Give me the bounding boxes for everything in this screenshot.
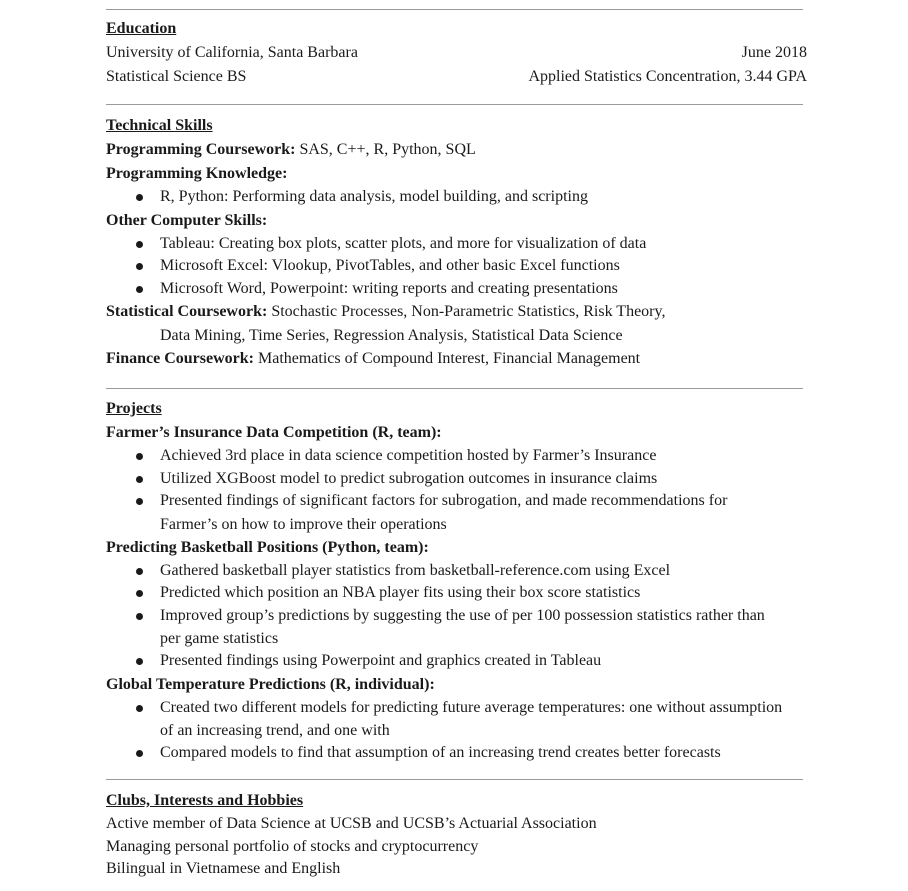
section-heading: Technical Skills	[106, 117, 213, 134]
list-item-text: Presented findings of significant factors for subrogation, and made recommendations for	[160, 492, 728, 509]
skill-line	[106, 138, 807, 162]
list-item	[106, 742, 807, 765]
list-item-text: Presented findings using Powerpoint and graphics created in Tableau	[160, 652, 602, 669]
bullet-list	[106, 186, 807, 209]
bullet-list	[106, 233, 807, 301]
bullet-icon	[136, 498, 143, 505]
bullet-list	[106, 742, 807, 765]
bullet-list	[106, 650, 807, 673]
list-item	[106, 278, 807, 301]
list-item	[106, 255, 807, 278]
list-item	[106, 560, 807, 583]
skill-label: Programming Knowledge:	[106, 165, 288, 182]
bullet-icon	[136, 658, 143, 665]
club-line: Active member of Data Science at UCSB and UCSB’s Actuarial Association	[106, 815, 597, 832]
list-item-text: Microsoft Word, Powerpoint: writing reports and creating presentations	[160, 279, 618, 297]
section-heading: Clubs, Interests and Hobbies	[106, 792, 304, 809]
education-row	[106, 41, 807, 65]
bullet-icon	[136, 705, 143, 712]
list-item-text: Compared models to find that assumption of an increasing trend creates better forecasts	[160, 744, 721, 761]
bullet-list	[106, 697, 807, 720]
list-item-text: Tableau: Creating box plots, scatter plots, and more for visualization of data	[160, 234, 647, 252]
skill-label: Other Computer Skills:	[106, 211, 268, 229]
divider	[106, 388, 803, 389]
bullet-icon	[136, 241, 143, 248]
list-item	[106, 605, 807, 628]
list-item	[106, 186, 807, 209]
list-item-text: Predicted which position an NBA player fits using their box score statistics	[160, 584, 641, 601]
list-item-text: R, Python: Performing data analysis, model building, and scripting	[160, 188, 588, 205]
skill-label: Statistical Coursework:	[106, 303, 268, 320]
divider	[106, 104, 803, 105]
list-item-text: Improved group’s predictions by suggesting the use of per 100 possession statistics rather than	[160, 606, 765, 624]
list-item	[106, 445, 807, 468]
section-heading: Education	[106, 20, 177, 37]
skill-line	[106, 300, 807, 324]
skill-value: Mathematics of Compound Interest, Financial Management	[253, 350, 641, 367]
list-item	[106, 697, 807, 720]
skill-continuation: Data Mining, Time Series, Regression Analysis, Statistical Data Science	[160, 327, 623, 344]
section-heading: Projects	[106, 400, 162, 417]
clubs-section	[106, 789, 807, 881]
project-title: Global Temperature Predictions (R, individual):	[106, 675, 435, 693]
education-section	[106, 17, 807, 89]
bullet-continuation: Farmer’s on how to improve their operations	[160, 515, 447, 533]
list-item-text: Microsoft Excel: Vlookup, PivotTables, and other basic Excel functions	[160, 257, 620, 274]
skill-line	[106, 347, 807, 371]
list-item-text: Achieved 3rd place in data science competition hosted by Farmer’s Insurance	[160, 447, 657, 464]
bullet-continuation: per game statistics	[160, 630, 279, 647]
skill-value: Stochastic Processes, Non-Parametric Statistics, Risk Theory,	[267, 303, 666, 320]
bullet-list	[106, 445, 807, 513]
project-title: Farmer’s Insurance Data Competition (R, team):	[106, 424, 442, 441]
skill-label: Finance Coursework:	[106, 350, 254, 367]
education-row	[106, 65, 807, 89]
bullet-icon	[136, 453, 143, 460]
divider	[106, 779, 803, 780]
list-item	[106, 650, 807, 673]
bullet-icon	[136, 194, 143, 201]
technical-skills-section	[106, 114, 807, 371]
skill-label: Programming Coursework:	[106, 141, 296, 158]
club-line: Bilingual in Vietnamese and English	[106, 860, 341, 877]
projects-section	[106, 397, 807, 765]
concentration-gpa: Applied Statistics Concentration, 3.44 GPA	[528, 68, 807, 85]
school-name: University of California, Santa Barbara	[106, 44, 358, 61]
list-item	[106, 490, 807, 513]
project-title: Predicting Basketball Positions (Python, team):	[106, 538, 429, 556]
bullet-icon	[136, 263, 143, 270]
bullet-continuation: of an increasing trend, and one with	[160, 722, 390, 739]
list-item	[106, 582, 807, 605]
list-item-text: Gathered basketball player statistics from basketball-reference.com using Excel	[160, 561, 671, 579]
list-item	[106, 233, 807, 256]
skill-value: SAS, C++, R, Python, SQL	[295, 141, 476, 158]
bullet-icon	[136, 613, 143, 620]
bullet-icon	[136, 590, 143, 597]
top-divider	[106, 9, 803, 10]
bullet-icon	[136, 286, 143, 293]
list-item-text: Created two different models for predicting future average temperatures: one without assumption	[160, 698, 783, 716]
club-line: Managing personal portfolio of stocks and cryptocurrency	[106, 837, 479, 855]
list-item	[106, 468, 807, 491]
bullet-list	[106, 560, 807, 628]
graduation-date: June 2018	[741, 44, 807, 61]
bullet-icon	[136, 750, 143, 757]
list-item-text: Utilized XGBoost model to predict subrogation outcomes in insurance claims	[160, 469, 658, 487]
degree: Statistical Science BS	[106, 68, 247, 85]
bullet-icon	[136, 476, 143, 483]
bullet-icon	[136, 568, 143, 575]
